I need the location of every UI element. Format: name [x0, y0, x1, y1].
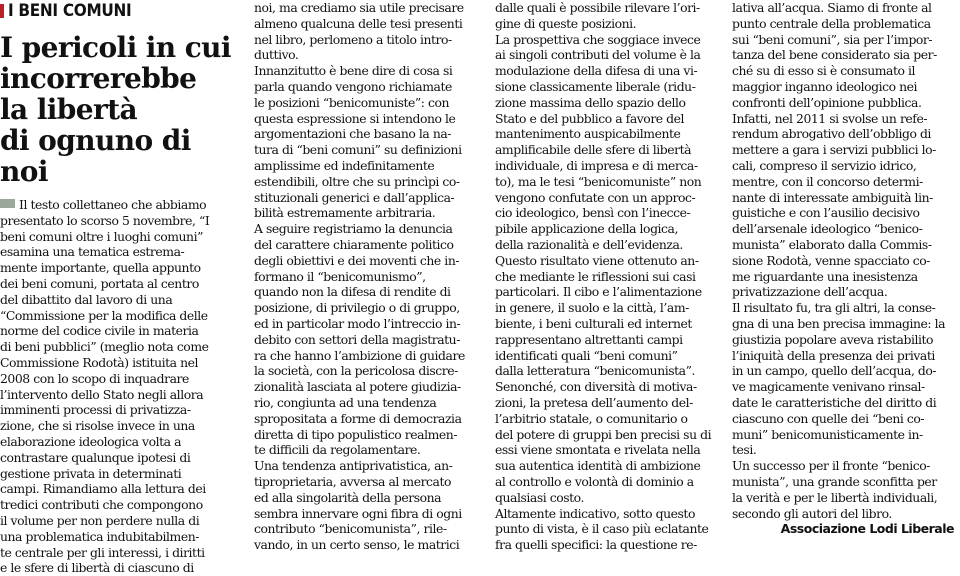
text-line: l’arbitrio statale, o comunitario o	[495, 410, 688, 426]
text-line: privatizzazione dell’acqua.	[732, 284, 888, 300]
text-line: Il risultato fu, tra gli altri, la conse-	[732, 300, 936, 316]
text-line: te centrale per gli interessi, i diritti	[0, 544, 205, 560]
text-line: contrastare qualunque ipotesi di	[0, 449, 191, 465]
text-line: amplificabile delle sfere di libertà	[495, 142, 692, 158]
text-line: La prospettiva che soggiace invece	[495, 31, 701, 47]
text-line: debito con settori della magistratu-	[254, 331, 460, 347]
text-line: pibile applicazione della logica,	[495, 221, 678, 237]
text-line: sui “beni comuni”, sia per l’impor-	[732, 31, 933, 47]
text-line: elaborazione ideologica volta a	[0, 433, 182, 449]
text-line: mentre, con il concorso determi-	[732, 173, 923, 189]
text-line: essi viene smontata e rivelata nella	[495, 442, 701, 458]
text-line: Infatti, nel 2011 si svolse un refe-	[732, 110, 928, 126]
text-line: norme del codice civile in materia	[0, 323, 199, 339]
text-line: punto centrale della problematica	[732, 15, 931, 31]
text-line: degli obiettivi e dei moventi che in-	[254, 252, 460, 268]
text-line: amplissime ed indefinitamente	[254, 157, 435, 173]
article-text-column-4	[732, 0, 954, 521]
section-bar	[0, 4, 4, 18]
text-line: sione Rodotà, venne spacciato co-	[732, 252, 931, 268]
text-line: 2008 con lo scopo di inquadrare	[0, 370, 189, 386]
section-tag	[0, 2, 243, 20]
text-line: imminenti processi di privatizza-	[0, 402, 191, 418]
text-line: duttivo.	[254, 47, 299, 63]
text-line: individuale, di impresa e di merca-	[495, 157, 698, 173]
text-line: Una tendenza antiprivatistica, an-	[254, 458, 453, 474]
text-line: esamina una tematica estrema-	[0, 244, 185, 260]
text-line: biente, i beni culturali ed internet	[495, 315, 692, 331]
text-line: Un successo per il fronte “benico-	[732, 458, 931, 474]
text-line: tiproprietaria, avversa al mercato	[254, 473, 452, 489]
text-line: Altamente indicativo, sotto questo	[495, 505, 695, 521]
text-line: stituzionali generici e dall’applica-	[254, 189, 455, 205]
text-line: mente importante, quella appunto	[0, 260, 201, 276]
text-line: guistiche e con l’ausilio decisivo	[732, 205, 920, 221]
text-line: le posizioni “benicomuniste”: con	[254, 94, 450, 110]
text-line: e le sfere di libertà di ciascuno di	[0, 560, 194, 576]
text-line: la verità e per le libertà individuali,	[732, 489, 938, 505]
column-1	[0, 0, 243, 576]
text-line: ve magicamente venivano rinsal-	[732, 379, 925, 395]
text-line: ed in particolar modo l’intreccio in-	[254, 315, 461, 331]
text-line: Senonché, con diversità di motiva-	[495, 379, 697, 395]
text-line: dalla letteratura “benicomunista”.	[495, 363, 695, 379]
text-line: una problematica indubitabilmen-	[0, 528, 199, 544]
text-line: dalle quali è possibile rilevare l’ori-	[495, 0, 700, 15]
text-line: tura di “beni comuni” su definizioni	[254, 142, 462, 158]
text-line: to), ma le tesi “benicomuniste” non	[495, 173, 702, 189]
headline	[0, 32, 243, 187]
text-line: qualsiasi costo.	[495, 489, 584, 505]
text-line: posizione, di privilegio o di gruppo,	[254, 300, 460, 316]
text-line: maggior inganno ideologico nei	[732, 78, 918, 94]
text-line: rio, congiunta ad una tendenza	[254, 394, 437, 410]
text-line: lativa all’acqua. Siamo di fronte al	[732, 0, 932, 15]
text-line: bilità estremamente arbitraria.	[254, 205, 436, 221]
text-line: vando, in un certo senso, le matrici	[254, 537, 460, 553]
column-4	[732, 0, 954, 537]
text-line: ed alla singolarità della persona	[254, 489, 442, 505]
text-line: al controllo e volontà di dominio a	[495, 473, 694, 489]
headline-line: la libertà	[0, 93, 138, 126]
text-line: argomentazioni che basano la na-	[254, 126, 452, 142]
text-line: cali, compreso il servizio idrico,	[732, 157, 917, 173]
text-line: A seguire registriamo la denuncia	[254, 221, 453, 237]
text-line: gna di una ben precisa immagine: la	[732, 315, 946, 331]
text-line: del carattere chiaramente politico	[254, 236, 454, 252]
text-line: munista”, una grande sconfitta per	[732, 473, 937, 489]
text-line: nante di interessate ambiguità lin-	[732, 189, 933, 205]
text-line: gine di queste posizioni.	[495, 15, 637, 31]
text-line: zioni, la pretesa dell’aumento del-	[495, 394, 693, 410]
text-line: ché su di esso si è consumato il	[732, 63, 916, 79]
text-line: zionalità lasciata al potere giudizia-	[254, 379, 461, 395]
headline-line: di ognuno di noi	[0, 124, 191, 188]
text-line: Il testo collettaneo che abbiamo	[0, 197, 243, 213]
text-line: contributo “benicomunista”, rile-	[254, 521, 447, 537]
text-line: la società, con la pericolosa discre-	[254, 363, 458, 379]
text-line: particolari. Il cibo e l’alimentazione	[495, 284, 702, 300]
text-line: ra che hanno l’ambizione di guidare	[254, 347, 465, 363]
headline-line: I pericoli in cui	[0, 31, 231, 64]
text-line: identificati quali “beni comuni”	[495, 347, 678, 363]
text-line: secondo gli autori del libro.	[732, 505, 892, 521]
text-line: cio ideologico, bensì con l’inecce-	[495, 205, 691, 221]
text-line: ciascuno con quelle dei “beni co-	[732, 410, 925, 426]
text-line: Commissione Rodotà) istituita nel	[0, 354, 199, 370]
text-line: dei beni comuni, portata al centro	[0, 275, 199, 291]
article-text-column-3	[495, 0, 725, 553]
text-line: campi. Rimandiamo alla lettura dei	[0, 481, 206, 497]
text-line: rappresentano altrettanti campi	[495, 331, 683, 347]
text-line: diretta di tipo populistico realmen-	[254, 426, 458, 442]
text-line: che mediante le riflessioni sui casi	[495, 268, 696, 284]
text-line: fra quelli specifici: la questione re-	[495, 537, 697, 553]
text-line: nel libro, perlomeno a titolo intro-	[254, 31, 452, 47]
text-line: mantenimento auspicabilmente	[495, 126, 681, 142]
text-line: quando non la difesa di rendite di	[254, 284, 451, 300]
text-line: del potere di gruppi ben precisi su di	[495, 426, 712, 442]
text-line: giustizia popolare aveva ristabilito	[732, 331, 934, 347]
text-line: della razionalità e dell’evidenza.	[495, 236, 683, 252]
text-line: zione, che si risolse invece in una	[0, 418, 195, 434]
text-line: gestione privata in determinati	[0, 465, 182, 481]
text-line: formano il “benicomunismo”,	[254, 268, 426, 284]
text-line: dell’arsenale ideologico “benico-	[732, 221, 923, 237]
column-3	[495, 0, 725, 553]
text-line: ai singoli contributi del volume è la	[495, 47, 701, 63]
text-line: sione classicamente liberale (ridu-	[495, 78, 696, 94]
article-text-column-1	[0, 197, 243, 576]
text-line: l’iniquità della presenza dei privati	[732, 347, 935, 363]
text-line: mettere a gara i servizi pubblici lo-	[732, 142, 936, 158]
section-label: I BENI COMUNI	[8, 1, 132, 21]
text-line: te difficili da regolamentare.	[254, 442, 421, 458]
text-line: sembra innervare ogni fibra di ogni	[254, 505, 462, 521]
text-line: Innanzitutto è bene dire di cosa si	[254, 63, 453, 79]
text-line: punto di vista, è il caso più eclatante	[495, 521, 709, 537]
text-line: del dibattito dal lavoro di una	[0, 291, 173, 307]
text-line: l’intervento dello Stato negli allora	[0, 386, 204, 402]
text-line: tredici contributi che compongono	[0, 497, 203, 513]
text-line: beni comuni oltre i luoghi comuni”	[0, 228, 203, 244]
text-line: in genere, il suolo e la città, l’am-	[495, 300, 689, 316]
text-line: me riguardante una inesistenza	[732, 268, 918, 284]
author-signature: Associazione Lodi Liberale	[780, 521, 954, 537]
text-line: presentato lo scorso 5 novembre, “I	[0, 212, 210, 228]
text-line: sua autentica identità di ambizione	[495, 458, 701, 474]
text-line: noi, ma crediamo sia utile precisare	[254, 0, 464, 15]
text-line: Stato e del pubblico a favore del	[495, 110, 685, 126]
lead-marker	[0, 199, 15, 208]
text-line: questa espressione si intendono le	[254, 110, 456, 126]
text-line: Questo risultato viene ottenuto an-	[495, 252, 699, 268]
text-line: date le caratteristiche del diritto di	[732, 394, 937, 410]
article-text-column-2	[254, 0, 490, 553]
headline-line: incorrerebbe	[0, 62, 197, 95]
text-line: il volume per non perdere nulla di	[0, 512, 200, 528]
text-line: rendum abrogativo dell’obbligo di	[732, 126, 931, 142]
text-line: tanza del bene considerato sia per-	[732, 47, 937, 63]
text-line: confronti dell’opinione pubblica.	[732, 94, 922, 110]
text-line: muni” benicomunisticamente in-	[732, 426, 923, 442]
text-line: vengono confutate con un approc-	[495, 189, 696, 205]
text-line: in un campo, quello dell’acqua, do-	[732, 363, 937, 379]
text-line: almeno qualcuna delle tesi presenti	[254, 15, 463, 31]
text-line: tesi.	[732, 442, 757, 458]
text-line: zione massima dello spazio dello	[495, 94, 686, 110]
text-line: modulazione della difesa di una vi-	[495, 63, 698, 79]
text-line: “Commissione per la modifica delle	[0, 307, 208, 323]
text-line: spropositata a forme di democrazia	[254, 410, 462, 426]
column-2	[254, 0, 490, 553]
text-line: munista” elaborato dalla Commis-	[732, 236, 932, 252]
text-line: parla quando vengono richiamate	[254, 78, 452, 94]
text-line: di beni pubblici” (meglio nota come	[0, 339, 209, 355]
text-line: estendibili, oltre che su princìpi co-	[254, 173, 460, 189]
